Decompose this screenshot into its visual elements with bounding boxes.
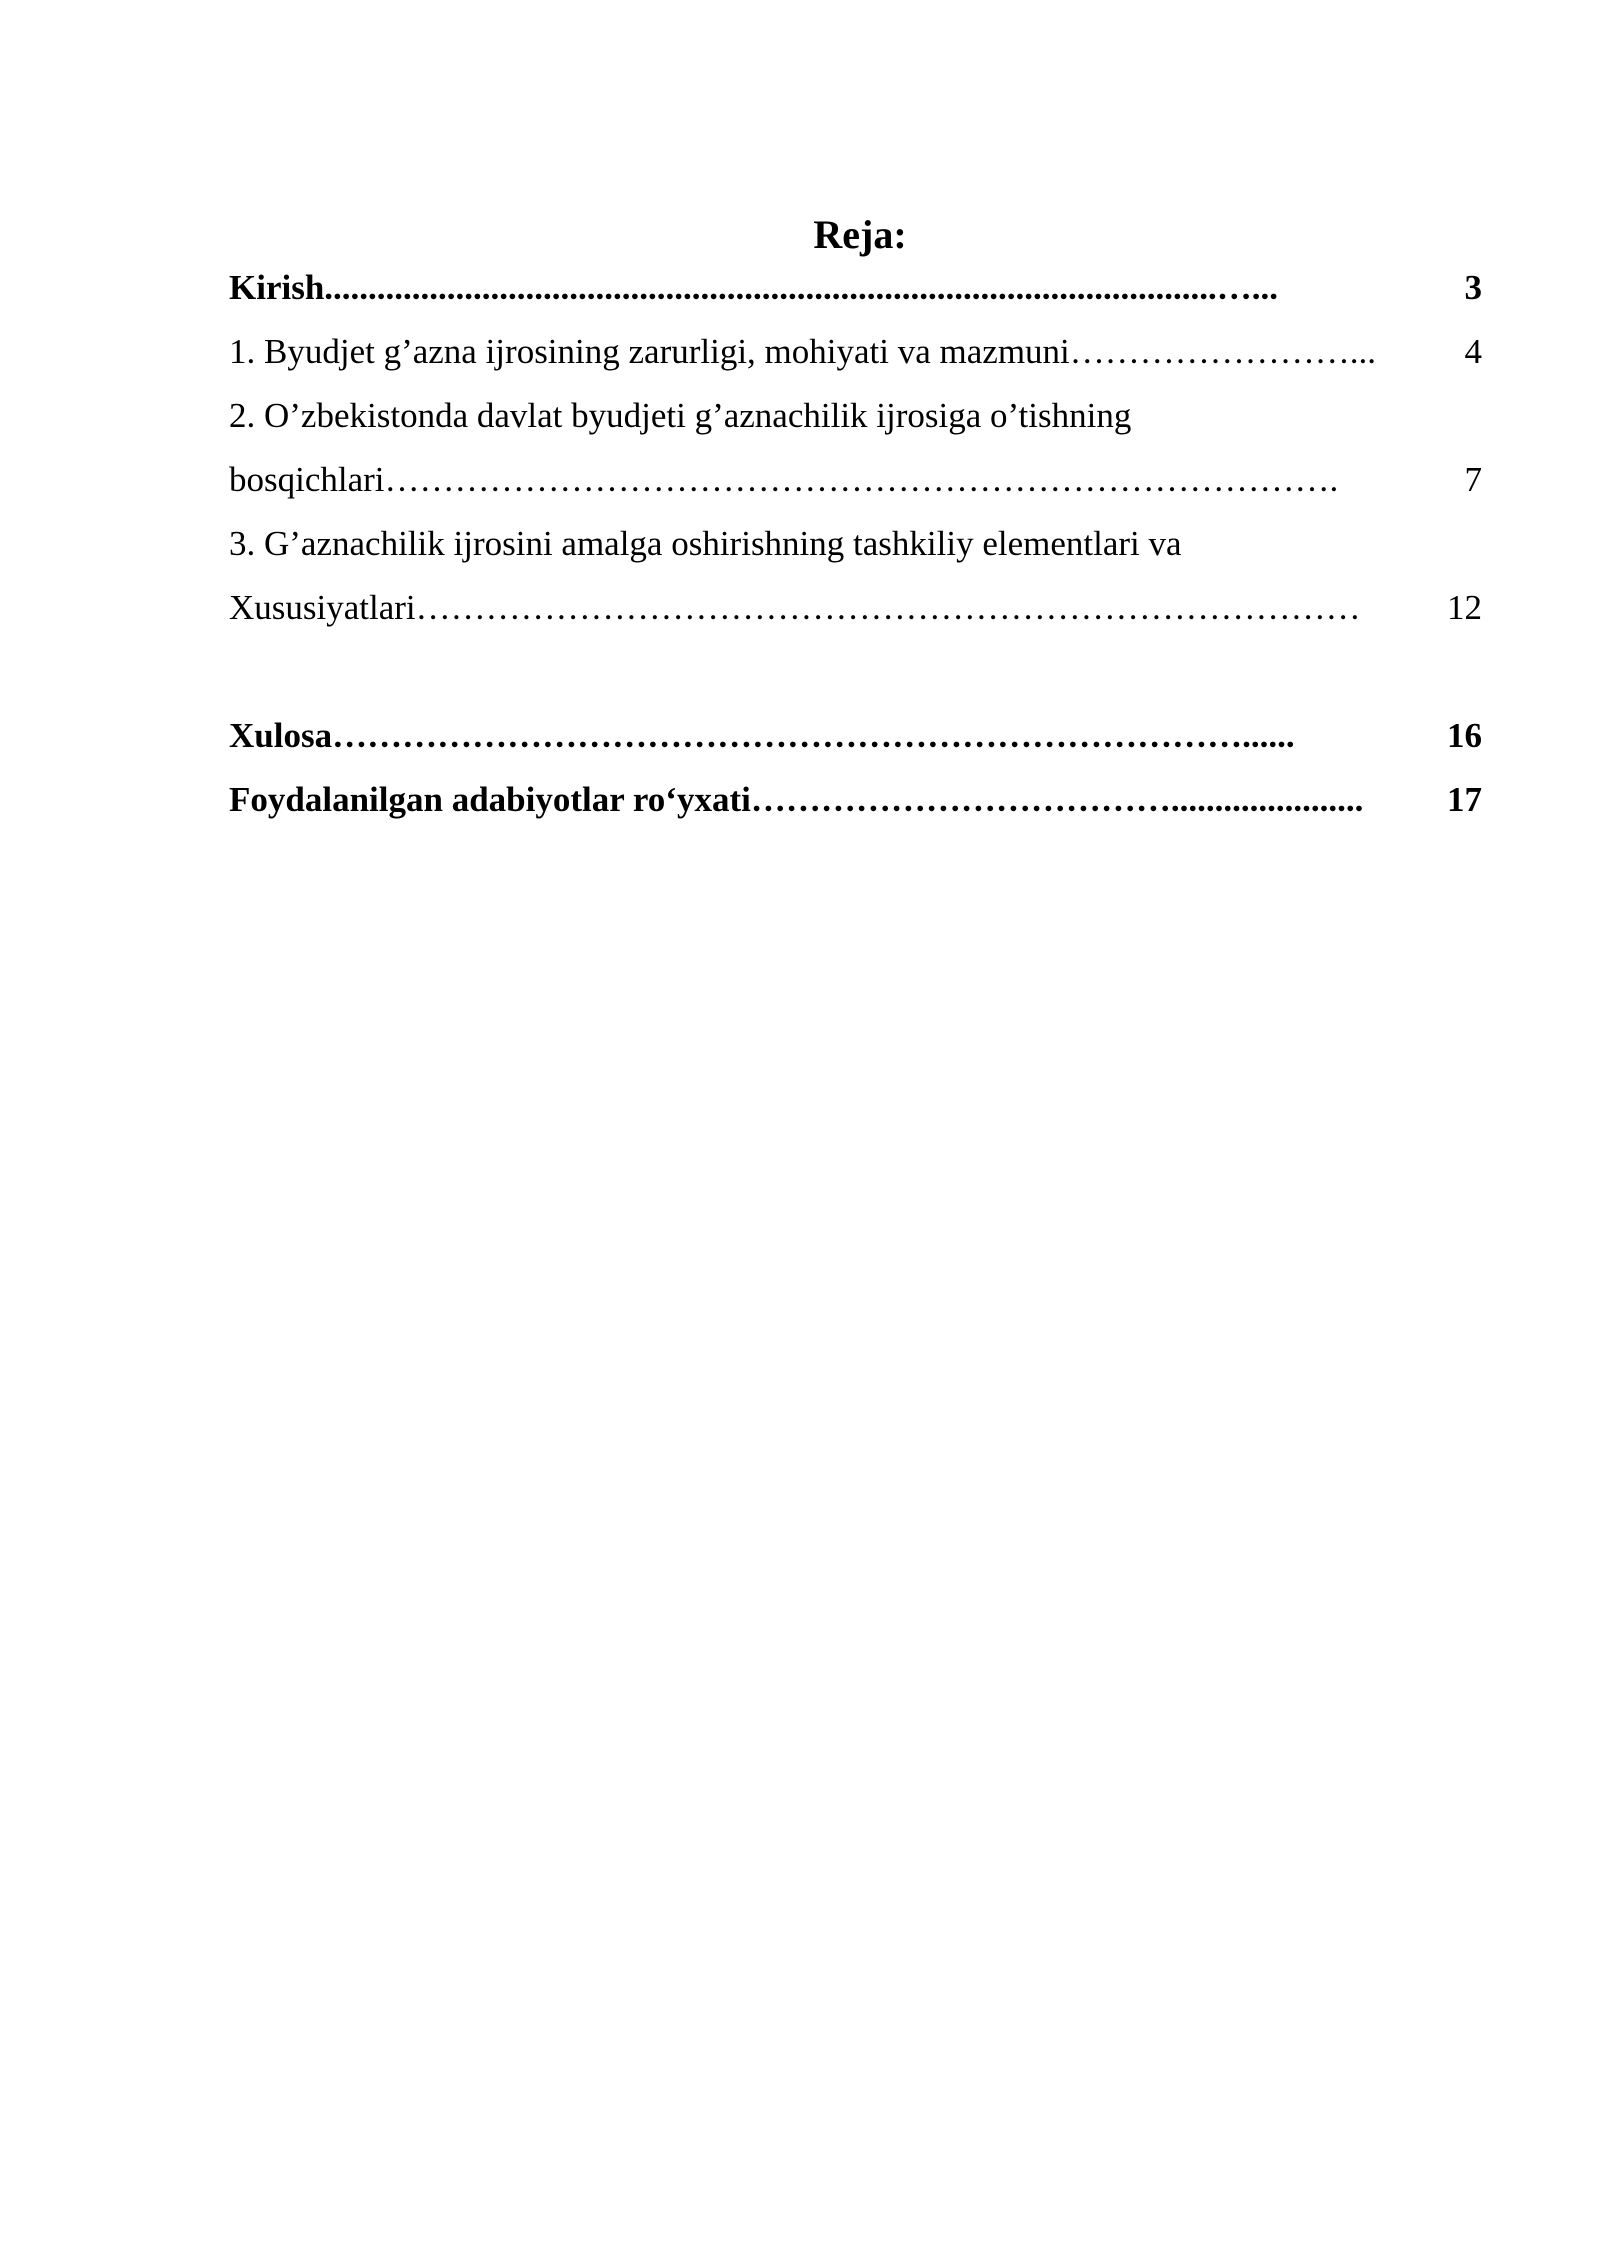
- toc-entry-kirish: [229, 263, 1482, 313]
- toc-entry-3: [229, 583, 1482, 633]
- toc-entry-leader: ……………………...: [1069, 332, 1377, 371]
- page-title: Reja:: [813, 212, 907, 257]
- toc-entry-label: bosqichlari: [229, 460, 385, 499]
- toc-entry-leader: ……………………………………………………………………….: [384, 460, 1339, 499]
- toc-entry-3-line1: 3. G’aznachilik ijrosini amalga oshirishning tashkiliy elementlari va: [229, 524, 1182, 563]
- toc-entry-leader: ……………………………………………………………………......: [332, 716, 1295, 755]
- toc-entry-2-line1: 2. O’zbekistonda davlat byudjeti g’aznachilik ijrosiga o’tishning: [229, 396, 1132, 435]
- toc-entry-page-number: 17: [1447, 780, 1482, 819]
- toc-entry-2: [229, 455, 1482, 505]
- toc-entry-page-number: 16: [1447, 716, 1482, 755]
- toc-entry-xulosa: [229, 711, 1482, 761]
- toc-entry-references: [229, 775, 1482, 825]
- toc-entry-page-number: 4: [1464, 332, 1482, 371]
- toc-entry-1: [229, 327, 1482, 377]
- toc-entry-label: Foydalanilgan adabiyotlar ro‘yxati: [229, 780, 751, 819]
- toc-entry-label: Kirish: [229, 268, 325, 307]
- toc-entry-label: 1. Byudjet g’azna ijrosining zarurligi, mohiyati va mazmuni: [229, 332, 1070, 371]
- toc-entry-leader: ......................................................................................................…...: [324, 268, 1279, 307]
- toc-entry-page-number: 12: [1447, 588, 1482, 627]
- toc-entry-page-number: 3: [1464, 268, 1482, 307]
- toc-entry-label: Xulosa: [229, 716, 333, 755]
- toc-entry-label: Xususiyatlari: [229, 588, 416, 627]
- toc-entry-leader: ………………………………………………………………………: [415, 588, 1361, 627]
- toc-entry-leader: ………………………………......................: [750, 780, 1364, 819]
- toc-entry-page-number: 7: [1464, 460, 1482, 499]
